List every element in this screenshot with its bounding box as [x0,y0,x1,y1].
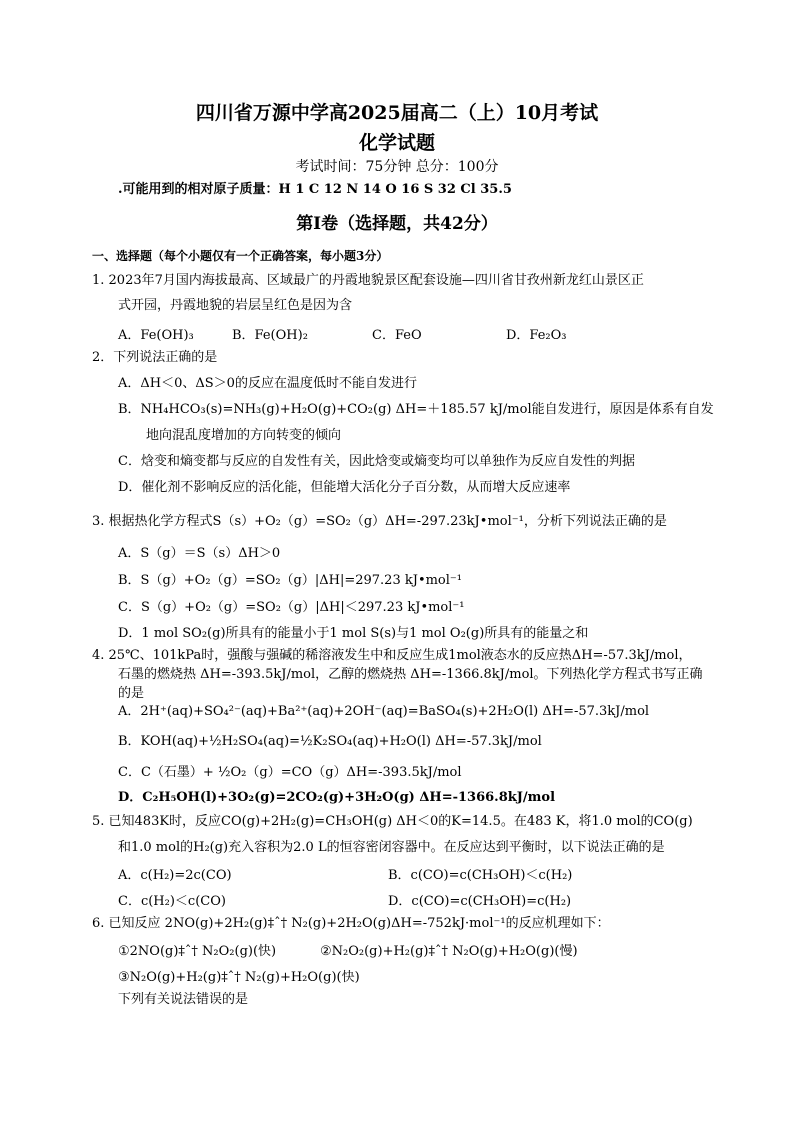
q2-stem: 2．下列说法正确的是 [92,350,218,365]
q4-stem-line3: 的是 [118,686,145,701]
section-heading: 一、选择题（每个小题仅有一个正确答案，每小题3分） [92,249,389,263]
q1-stem-line2: 式开园，丹霞地貌的岩层呈红色是因为含 [118,298,353,313]
q5-option-a: A．c(H₂)=2c(CO) [118,868,232,883]
q3-option-c: C．S（g）+O₂（g）=SO₂（g）|ΔH|＜297.23 kJ•mol⁻¹ [118,600,465,615]
q5-stem-line1: 5. 已知483K时，反应CO(g)+2H₂(g)=CH₃OH(g) ΔH＜0的K=14.5。在483 K，将1.0 mol的CO(g) [92,814,693,829]
q4-option-c: C．C（石墨）+ ½O₂（g）=CO（g）ΔH=-393.5kJ/mol [118,765,462,780]
q4-option-b: B．KOH(aq)+½H₂SO₄(aq)=½K₂SO₄(aq)+H₂O(l) ΔH=-57.3kJ/mol [118,734,542,749]
q3-option-b: B．S（g）+O₂（g）=SO₂（g）|ΔH|=297.23 kJ•mol⁻¹ [118,573,462,588]
atomic-masses: .可能用到的相对原子质量：H 1 C 12 N 14 O 16 S 32 Cl 35.5 [118,182,512,197]
q5-option-c: C．c(H₂)＜c(CO) [118,894,226,909]
q6-step3: ③N₂O(g)+H₂(g)‡ˆ† N₂(g)+H₂O(g)(快) [118,970,360,985]
q5-option-d: D．c(CO)=c(CH₃OH)=c(H₂) [388,894,572,909]
q5-option-b: B．c(CO)=c(CH₃OH)＜c(H₂) [388,868,573,883]
q3-stem: 3. 根据热化学方程式S（s）+O₂（g）=SO₂（g）ΔH=-297.23kJ•mol⁻¹，分析下列说法正确的是 [92,514,667,529]
q4-option-d: D．C₂H₅OH(l)+3O₂(g)=2CO₂(g)+3H₂O(g) ΔH=-1366.8kJ/mol [118,790,556,805]
q4-option-a: A．2H⁺(aq)+SO₄²⁻(aq)+Ba²⁺(aq)+2OH⁻(aq)=BaSO₄(s)+2H₂O(l) ΔH=-57.3kJ/mol [118,704,650,719]
q1-option-a: A．Fe(OH)₃ [118,328,194,343]
part1-title: 第Ⅰ卷（选择题，共42分） [296,214,498,234]
q3-option-a: A．S（g）＝S（s）ΔH＞0 [118,546,281,561]
q3-option-d: D．1 mol SO₂(g)所具有的能量小于1 mol S(s)与1 mol O₂(g)所具有的能量之和 [118,626,589,641]
q5-stem-line2: 和1.0 mol的H₂(g)充入容积为2.0 L的恒容密闭容器中。在反应达到平衡时，以下说法正确的是 [118,840,665,855]
q1-option-c: C．FeO [372,328,422,343]
q4-stem-line1: 4. 25℃、101kPa时，强酸与强碱的稀溶液发生中和反应生成1mol液态水的反应热ΔH=-57.3kJ/mol， [92,648,692,663]
q2-option-c: C．焓变和熵变都与反应的自发性有关，因此焓变或熵变均可以单独作为反应自发性的判据 [118,454,635,469]
q2-option-a: A．ΔH＜0、ΔS＞0的反应在温度低时不能自发进行 [118,376,417,391]
q6-step2: ②N₂O₂(g)+H₂(g)‡ˆ† N₂O(g)+H₂O(g)(慢) [320,944,578,959]
q6-stem: 6. 已知反应 2NO(g)+2H₂(g)‡ˆ† N₂(g)+2H₂O(g)ΔH=-752kJ·mol⁻¹的反应机理如下： [92,916,610,931]
q2-option-d: D．催化剂不影响反应的活化能，但能增大活化分子百分数，从而增大反应速率 [118,480,571,495]
q6-question: 下列有关说法错误的是 [118,992,249,1007]
exam-info: 考试时间：75分钟 总分：100分 [295,159,499,175]
q4-stem-line2: 石墨的燃烧热 ΔH=-393.5kJ/mol，乙醇的燃烧热 ΔH=-1366.8kJ/mol。下列热化学方程式书写正确 [118,667,703,682]
q1-option-b: B．Fe(OH)₂ [232,328,308,343]
q1-stem-line1: 1. 2023年7月国内海拔最高、区域最广的丹霞地貌景区配套设施—四川省甘孜州新龙红山景区正 [92,273,644,288]
q1-option-d: D．Fe₂O₃ [506,328,567,343]
exam-subtitle: 化学试题 [358,132,435,154]
q2-option-b-line1: B．NH₄HCO₃(s)=NH₃(g)+H₂O(g)+CO₂(g) ΔH=＋185.57 kJ/mol能自发进行，原因是体系有自发 [118,402,714,417]
q2-option-b-line2: 地向混乱度增加的方向转变的倾向 [146,428,342,443]
exam-title: 四川省万源中学高2025届高二（上）10月考试 [195,102,599,124]
q6-step1: ①2NO(g)‡ˆ† N₂O₂(g)(快) [118,944,277,959]
